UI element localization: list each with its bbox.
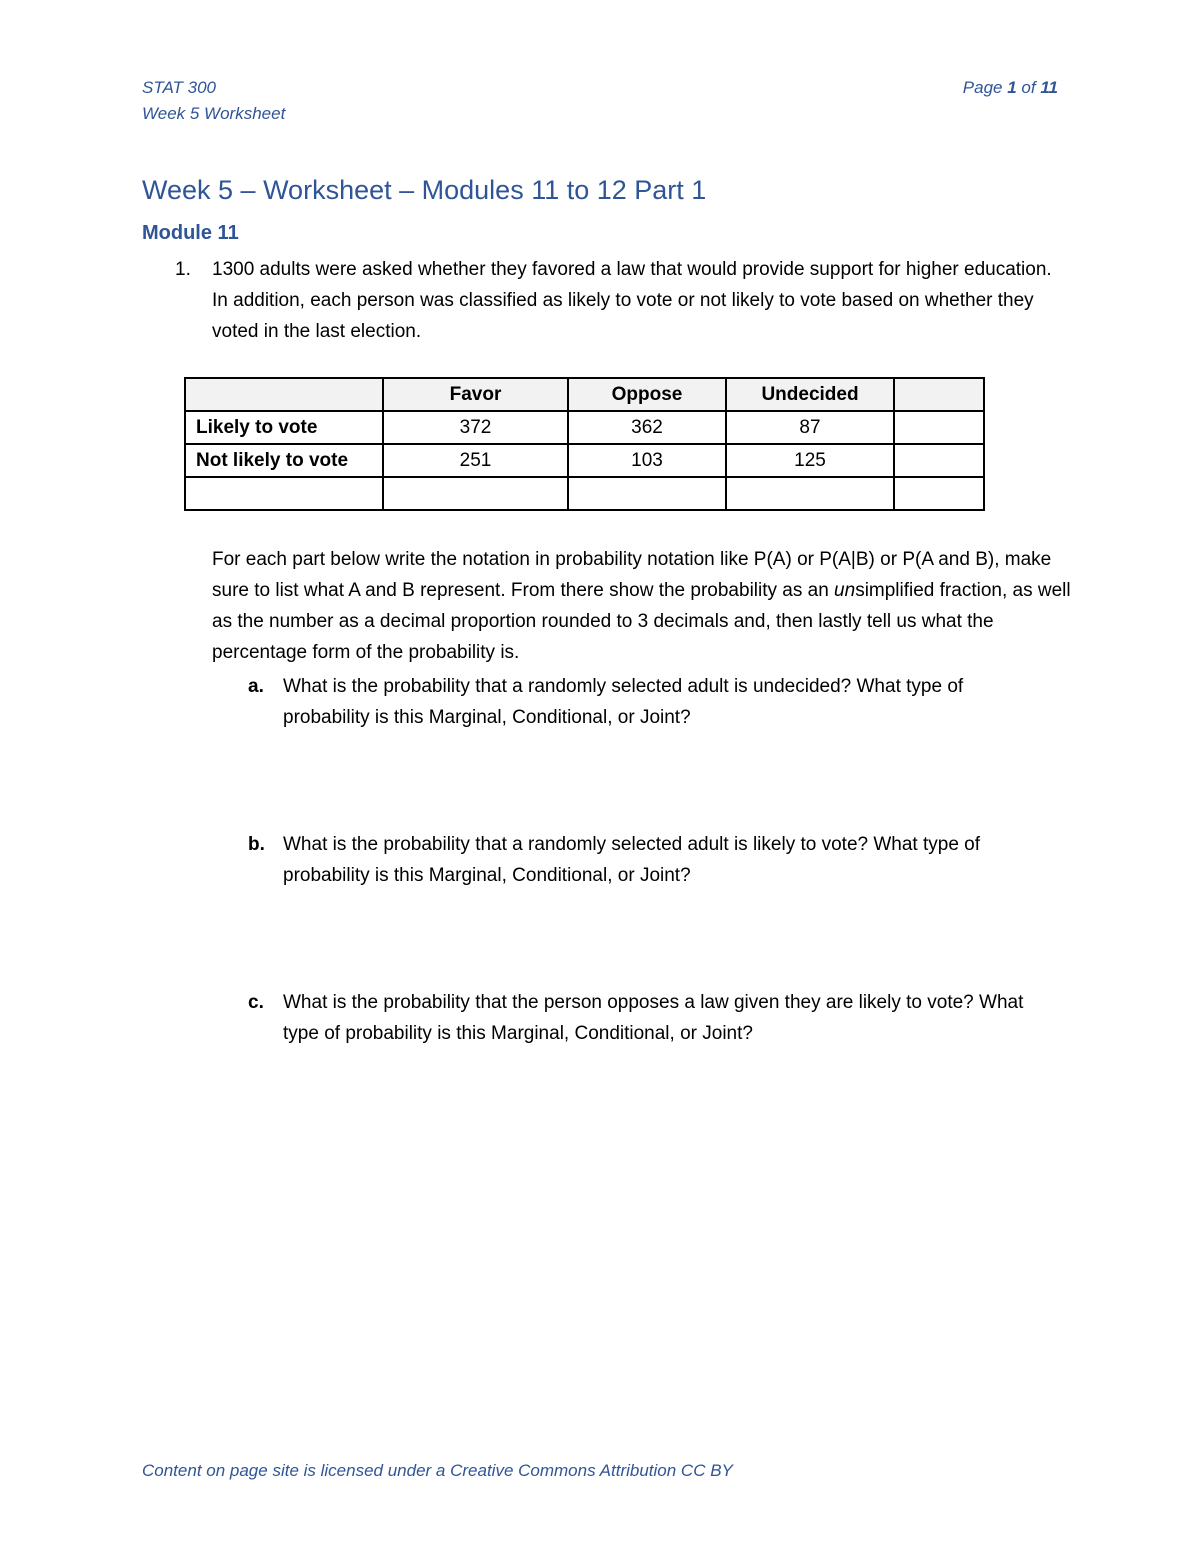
table-cell: 103	[568, 444, 726, 477]
table-cell	[568, 477, 726, 510]
table-header-cell	[185, 378, 383, 411]
table-header-cell: Undecided	[726, 378, 894, 411]
table-cell: 125	[726, 444, 894, 477]
row-label	[185, 477, 383, 510]
page-of: of	[1021, 78, 1036, 97]
instructions-paragraph	[212, 544, 1072, 668]
subquestion-letter: a.	[248, 676, 264, 697]
table-cell: 362	[568, 411, 726, 444]
module-heading: Module 11	[142, 222, 239, 244]
table-row	[185, 477, 984, 510]
page-header-left	[142, 75, 285, 127]
table-header-cell: Favor	[383, 378, 568, 411]
table-row	[185, 411, 984, 444]
table-row	[185, 444, 984, 477]
page-total: 11	[1040, 78, 1058, 97]
table-cell: 251	[383, 444, 568, 477]
page-prefix: Page	[962, 78, 1003, 97]
subquestion-b	[212, 829, 1052, 891]
row-label: Likely to vote	[185, 411, 383, 444]
table-header-row	[185, 378, 984, 411]
table-cell	[726, 477, 894, 510]
subquestion-text: What is the probability that a randomly selected adult is undecided? What type of probability is this Marginal, Conditional, or Joint?	[283, 676, 964, 728]
license-footer: Content on page site is licensed under a Creative Commons Attribution CC BY	[142, 1461, 733, 1480]
worksheet-label: Week 5 Worksheet	[142, 104, 286, 123]
table-cell	[894, 411, 984, 444]
table-header-cell	[894, 378, 984, 411]
table-cell	[894, 477, 984, 510]
table-header-cell: Oppose	[568, 378, 726, 411]
subquestion-letter: c.	[248, 992, 264, 1013]
subquestion-c	[212, 987, 1052, 1049]
table-cell: 87	[726, 411, 894, 444]
table-cell	[894, 444, 984, 477]
page-number	[963, 75, 1058, 101]
subquestion-a	[212, 671, 1052, 733]
question-1	[142, 254, 1062, 347]
subquestion-text: What is the probability that a randomly selected adult is likely to vote? What type of probability is this Marginal, Conditional, or Joint?	[283, 834, 981, 886]
instructions-part2: simplified fraction, as well as the number as a decimal proportion rounded to 3 decimals and, then lastly tell us what the percentage form of the probability is.	[212, 580, 1071, 663]
row-label: Not likely to vote	[185, 444, 383, 477]
table-cell	[383, 477, 568, 510]
table-cell: 372	[383, 411, 568, 444]
contingency-table	[184, 377, 985, 511]
instructions-part1: For each part below write the notation in probability notation like P(A) or P(A|B) or P(A and B), make sure to list what A and B represent. From there show the probability as an	[212, 549, 1052, 601]
page-current: 1	[1007, 78, 1017, 97]
question-number: 1.	[175, 259, 191, 280]
instructions-emphasis: un	[834, 580, 856, 601]
course-label: STAT 300	[142, 78, 217, 97]
question-text: 1300 adults were asked whether they favored a law that would provide support for higher education. In addition, each person was classified as likely to vote or not likely to vote based on whether they voted in the last election.	[212, 259, 1052, 342]
page-title: Week 5 – Worksheet – Modules 11 to 12 Part 1	[142, 175, 707, 205]
subquestion-text: What is the probability that the person opposes a law given they are likely to vote? What type of probability is this Marginal, Conditional, or Joint?	[283, 992, 1024, 1044]
subquestion-letter: b.	[248, 834, 265, 855]
